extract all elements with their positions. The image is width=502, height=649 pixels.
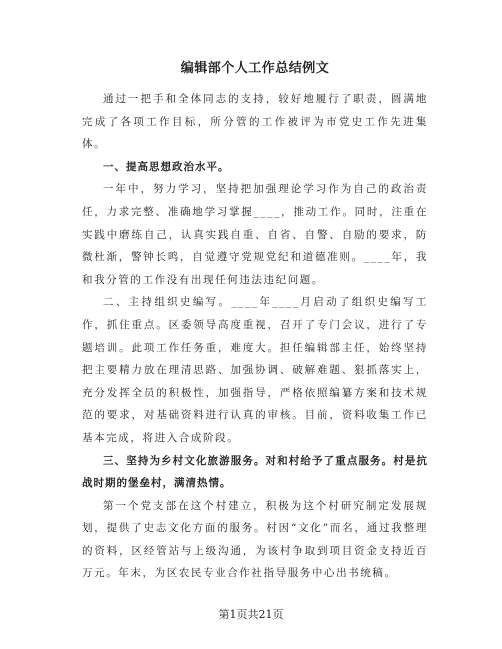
section-heading-1: 一、提高思想政治水平。 <box>103 160 230 173</box>
document-body <box>82 60 428 585</box>
intro-paragraph: 通过一把手和全体同志的支持，较好地履行了职责，圆满地完成了各项工作目标，所分管的工作被评为市党史工作先进集体。 <box>82 93 428 151</box>
section-paragraph-2: 二、主持组织史编写。____年____月启动了组织史编写工作，抓住重点。区委领导高度重视，召开了专门会议，进行了专题培训。此项工作任务重，难度大。担任编辑部主任，始终坚持把主要精力放在理清思路、加强协调、破解难题、狠抓落实上，充分发挥全员的积极性，加强指导，严格依照编纂方案和技术规范的要求，对基础资料进行认真的审核。目前，资料收集工作已基本完成，将进入合成阶段。 <box>82 296 428 444</box>
page-number: 第1页共21页 <box>218 608 284 621</box>
section-heading-3: 三、坚持为乡村文化旅游服务。对和村给予了重点服务。村是抗战时期的堡垒村，满清热情。 <box>82 454 428 490</box>
section-paragraph-1: 一年中，努力学习，坚持把加强理论学习作为自己的政治责任，力求完整、准确地学习掌握____，推动工作。同时，注重在实践中磨练自己，认真实践自重、自省、自警、自励的要求，防微杜渐，警钟长鸣，自觉遵守党规党纪和道德准则。____年，我和我分管的工作没有出现任何违法违纪问题。 <box>82 183 428 286</box>
document-title: 编辑部个人工作总结例文 <box>180 61 330 76</box>
section-paragraph-3: 第一个党支部在这个村建立，积极为这个村研究制定发展规划，提供了史志文化方面的服务。村因“文化”而名，通过我整理的资料，区经管站与上级沟通，为该村争取到项目资金支持近百万元。年末，为区农民专业合作社指导服务中心出书统稿。 <box>82 499 428 580</box>
